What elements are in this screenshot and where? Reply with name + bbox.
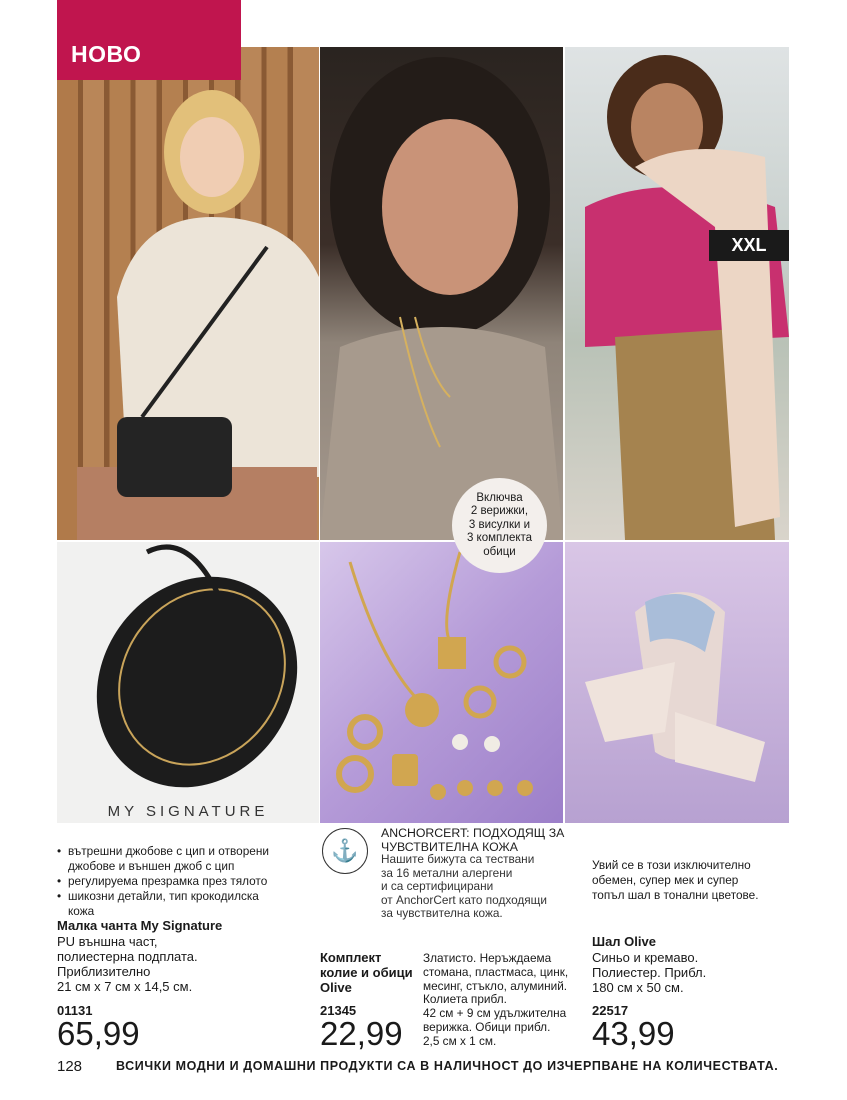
bag-feature-item: • вътрешни джобове с цип и отворени джобове и външен джоб с цип <box>57 844 287 874</box>
scarf-product-title: Шал Olive <box>592 934 656 949</box>
new-badge-label: НОВО <box>71 41 142 67</box>
bag-price: 65,99 <box>57 1015 140 1052</box>
anchorcert-anchor-icon: ⚓ <box>322 828 368 874</box>
scarf-product-description: Синьо и кремаво. Полиестер. Прибл. 180 см х 50 см. <box>592 950 707 995</box>
bag-brand-label: MY SIGNATURE <box>107 803 269 820</box>
jewelry-product-description: Златисто. Неръждаема стомана, пластмаса, цинк, месинг, стъкло, алуминий. Колиета прибл. 42 см + 9 см удължителна верижка. Обици прибл. 2,5 см х 1 см. <box>423 951 569 1048</box>
jewelry-model-photo <box>320 47 563 540</box>
jewelry-product-code: 21345 <box>320 1003 357 1018</box>
bag-product-code: 01131 <box>57 1003 93 1018</box>
bag-product-title: Малка чанта My Signature <box>57 918 223 933</box>
scarf-model-photo <box>565 47 789 540</box>
scarf-product-photo <box>565 542 789 823</box>
scarf-price: 43,99 <box>592 1015 675 1052</box>
bag-feature-item: • регулируема презрамка през тялото <box>57 874 287 889</box>
bag-product-description: PU външна част, полиестерна подплата. Приблизително 21 см х 7 см х 14,5 см. <box>57 934 198 994</box>
bag-model-photo <box>57 47 319 540</box>
jewelry-product-title: Комплект колие и обици Olive <box>320 950 413 995</box>
bag-feature-item: • шикозни детайли, тип крокодилска кожа <box>57 889 287 919</box>
page-number: 128 <box>57 1058 83 1075</box>
bag-features-list <box>57 844 287 919</box>
bag-product-photo <box>57 542 319 823</box>
new-badge <box>57 0 241 80</box>
footer-disclaimer: ВСИЧКИ МОДНИ И ДОМАШНИ ПРОДУКТИ СА В НАЛИЧНОСТ ДО ИЗЧЕРПВАНЕ НА КОЛИЧЕСТВАТА. <box>116 1059 779 1073</box>
jewelry-set-contents-badge <box>452 478 547 573</box>
jewelry-price: 22,99 <box>320 1015 403 1052</box>
scarf-product-code: 22517 <box>592 1003 629 1018</box>
anchorcert-brand: ANCHORCERT: <box>381 826 470 840</box>
jewelry-set-contents-text: Включва 2 верижки, 3 висулки и 3 комплекта обици <box>466 491 533 558</box>
jewelry-product-photo <box>320 542 563 823</box>
anchorcert-claim: ПОДХОДЯЩ ЗА ЧУВСТВИТЕЛНА КОЖА <box>381 826 565 854</box>
xxl-badge: XXL <box>709 230 789 261</box>
scarf-tagline: Увий се в този изключително обемен, супер мек и супер топъл шал в тонални цветове. <box>592 858 759 902</box>
anchorcert-text: Нашите бижута са тествани за 16 метални алергени и са сертифицирани от AnchorCert като подходящи за чувствителна кожа. <box>381 852 547 920</box>
anchorcert-title <box>381 826 566 854</box>
